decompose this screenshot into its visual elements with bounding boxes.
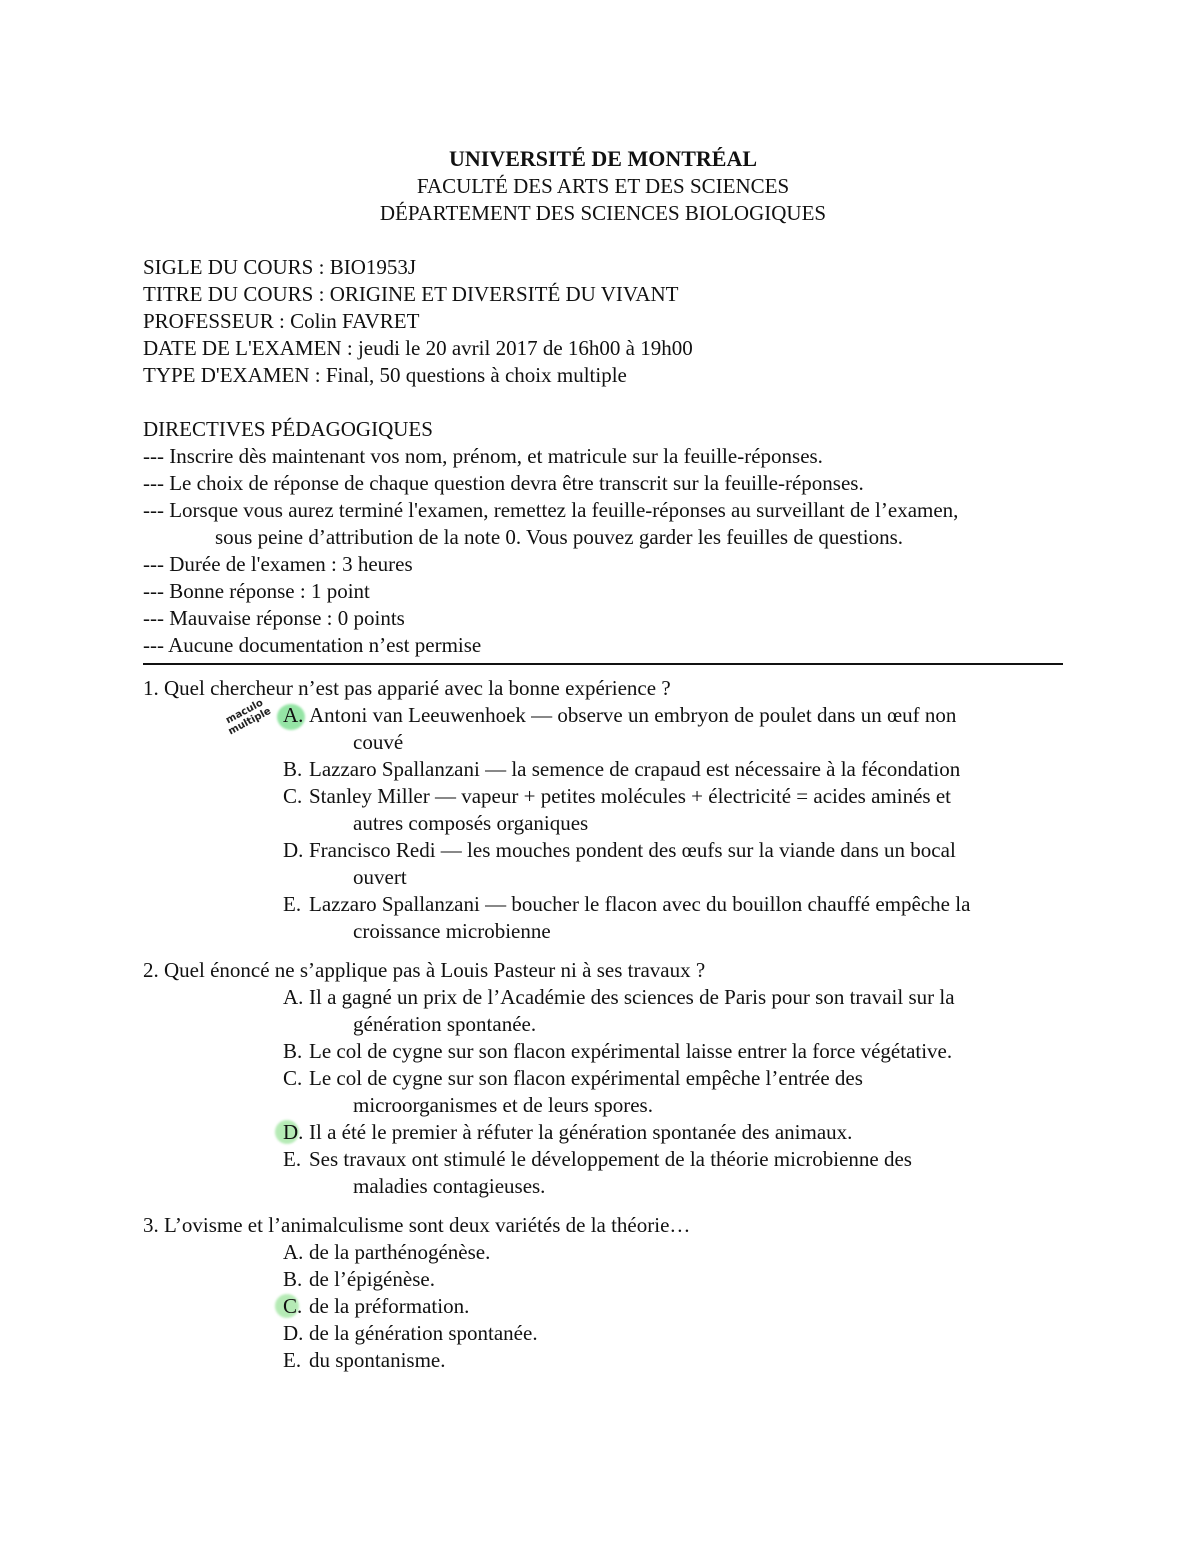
- answer-options: [283, 984, 1063, 1200]
- option-letter: A.: [283, 702, 309, 729]
- option-letter: B.: [283, 1039, 303, 1063]
- option-text: du spontanisme.: [309, 1348, 446, 1372]
- option-text: Antoni van Leeuwenhoek — observe un embryon de poulet dans un œuf non couvé: [309, 703, 957, 754]
- info-row-titre: TITRE DU COURS : ORIGINE ET DIVERSITÉ DU VIVANT: [143, 282, 679, 306]
- option-letter: D.: [283, 838, 304, 862]
- university-name: UNIVERSITÉ DE MONTRÉAL: [448, 146, 758, 171]
- directive-item: --- Mauvaise réponse : 0 points: [143, 606, 405, 630]
- question-text: 3. L’ovisme et l’animalculisme sont deux variétés de la théorie…: [143, 1213, 691, 1237]
- info-row-date: DATE DE L'EXAMEN : jeudi le 20 avril 2017 de 16h00 à 19h00: [143, 336, 693, 360]
- directives: [143, 416, 1063, 659]
- exam-page: [143, 145, 1063, 1386]
- handwritten-note: maculo multiple: [224, 697, 273, 738]
- option-text: de la parthénogénèse.: [309, 1240, 491, 1264]
- section-divider: [143, 663, 1063, 665]
- option-text: de la génération spontanée.: [309, 1321, 538, 1345]
- option-letter: A.: [283, 1240, 304, 1264]
- info-row-professeur: PROFESSEUR : Colin FAVRET: [143, 309, 420, 333]
- option-letter: A.: [283, 985, 304, 1009]
- exam-header: [143, 145, 1063, 227]
- course-info: [143, 254, 1063, 389]
- question-3: [143, 1212, 1063, 1374]
- directive-item: --- Aucune documentation n’est permise: [143, 633, 482, 657]
- option-letter: E.: [283, 1348, 302, 1372]
- faculty-name: FACULTÉ DES ARTS ET DES SCIENCES: [416, 174, 790, 198]
- directive-item: --- Le choix de réponse de chaque question devra être transcrit sur la feuille-réponses.: [143, 471, 864, 495]
- directive-item: --- Bonne réponse : 1 point: [143, 579, 370, 603]
- answer-option: [283, 1347, 1063, 1374]
- answer-option: [283, 1266, 1063, 1293]
- question-1: [143, 675, 1063, 945]
- answer-option: [283, 1146, 1063, 1200]
- option-letter: C.: [283, 1066, 303, 1090]
- option-text: de l’épigénèse.: [309, 1267, 435, 1291]
- answer-option: [283, 837, 1063, 891]
- option-letter: E.: [283, 892, 302, 916]
- answer-option: [283, 756, 1063, 783]
- option-letter: B.: [283, 757, 303, 781]
- option-text: Il a gagné un prix de l’Académie des sciences de Paris pour son travail sur la génération spontanée.: [309, 985, 955, 1036]
- department-name: DÉPARTEMENT DES SCIENCES BIOLOGIQUES: [379, 201, 827, 225]
- answer-option: [283, 783, 1063, 837]
- option-text: Francisco Redi — les mouches pondent des œufs sur la viande dans un bocal ouvert: [309, 838, 956, 889]
- option-text: Lazzaro Spallanzani — boucher le flacon avec du bouillon chauffé empêche la croissance microbienne: [309, 892, 971, 943]
- option-text: de la préformation.: [309, 1294, 470, 1318]
- directives-title: DIRECTIVES PÉDAGOGIQUES: [143, 417, 433, 441]
- answer-options: [283, 1239, 1063, 1374]
- answer-option: [283, 984, 1063, 1038]
- info-row-sigle: SIGLE DU COURS : BIO1953J: [143, 255, 417, 279]
- answer-options: [283, 702, 1063, 945]
- option-letter: C.: [283, 1293, 309, 1320]
- question-list: [143, 675, 1063, 1374]
- answer-option: [283, 702, 1063, 756]
- option-letter: C.: [283, 784, 303, 808]
- option-letter: D.: [283, 1119, 309, 1146]
- option-text: Le col de cygne sur son flacon expérimental laisse entrer la force végétative.: [309, 1039, 953, 1063]
- option-text: Ses travaux ont stimulé le développement de la théorie microbienne des maladies contagieuses.: [309, 1147, 912, 1198]
- question-text: 1. Quel chercheur n’est pas apparié avec la bonne expérience ?: [143, 676, 671, 700]
- option-text: Le col de cygne sur son flacon expérimental empêche l’entrée des microorganismes et de leurs spores.: [309, 1066, 863, 1117]
- answer-option: [283, 1038, 1063, 1065]
- option-text: Stanley Miller — vapeur + petites molécules + électricité = acides aminés et autres composés organiques: [309, 784, 951, 835]
- question-text: 2. Quel énoncé ne s’applique pas à Louis Pasteur ni à ses travaux ?: [143, 958, 706, 982]
- answer-option: [283, 1065, 1063, 1119]
- answer-option: [283, 1293, 1063, 1320]
- directive-item: --- Lorsque vous aurez terminé l'examen, remettez la feuille-réponses au surveillant de l’examen,: [143, 498, 959, 522]
- info-row-type: TYPE D'EXAMEN : Final, 50 questions à choix multiple: [143, 363, 627, 387]
- directive-item: --- Inscrire dès maintenant vos nom, prénom, et matricule sur la feuille-réponses.: [143, 444, 823, 468]
- question-2: [143, 957, 1063, 1200]
- directive-item: --- Durée de l'examen : 3 heures: [143, 552, 413, 576]
- directive-item-continuation: sous peine d’attribution de la note 0. Vous pouvez garder les feuilles de questions.: [215, 525, 903, 549]
- option-text: Lazzaro Spallanzani — la semence de crapaud est nécessaire à la fécondation: [309, 757, 961, 781]
- option-letter: B.: [283, 1267, 303, 1291]
- answer-option: [283, 891, 1063, 945]
- option-letter: D.: [283, 1321, 304, 1345]
- answer-option: [283, 1119, 1063, 1146]
- option-text: Il a été le premier à réfuter la génération spontanée des animaux.: [309, 1120, 853, 1144]
- option-letter: E.: [283, 1147, 302, 1171]
- answer-option: [283, 1320, 1063, 1347]
- answer-option: [283, 1239, 1063, 1266]
